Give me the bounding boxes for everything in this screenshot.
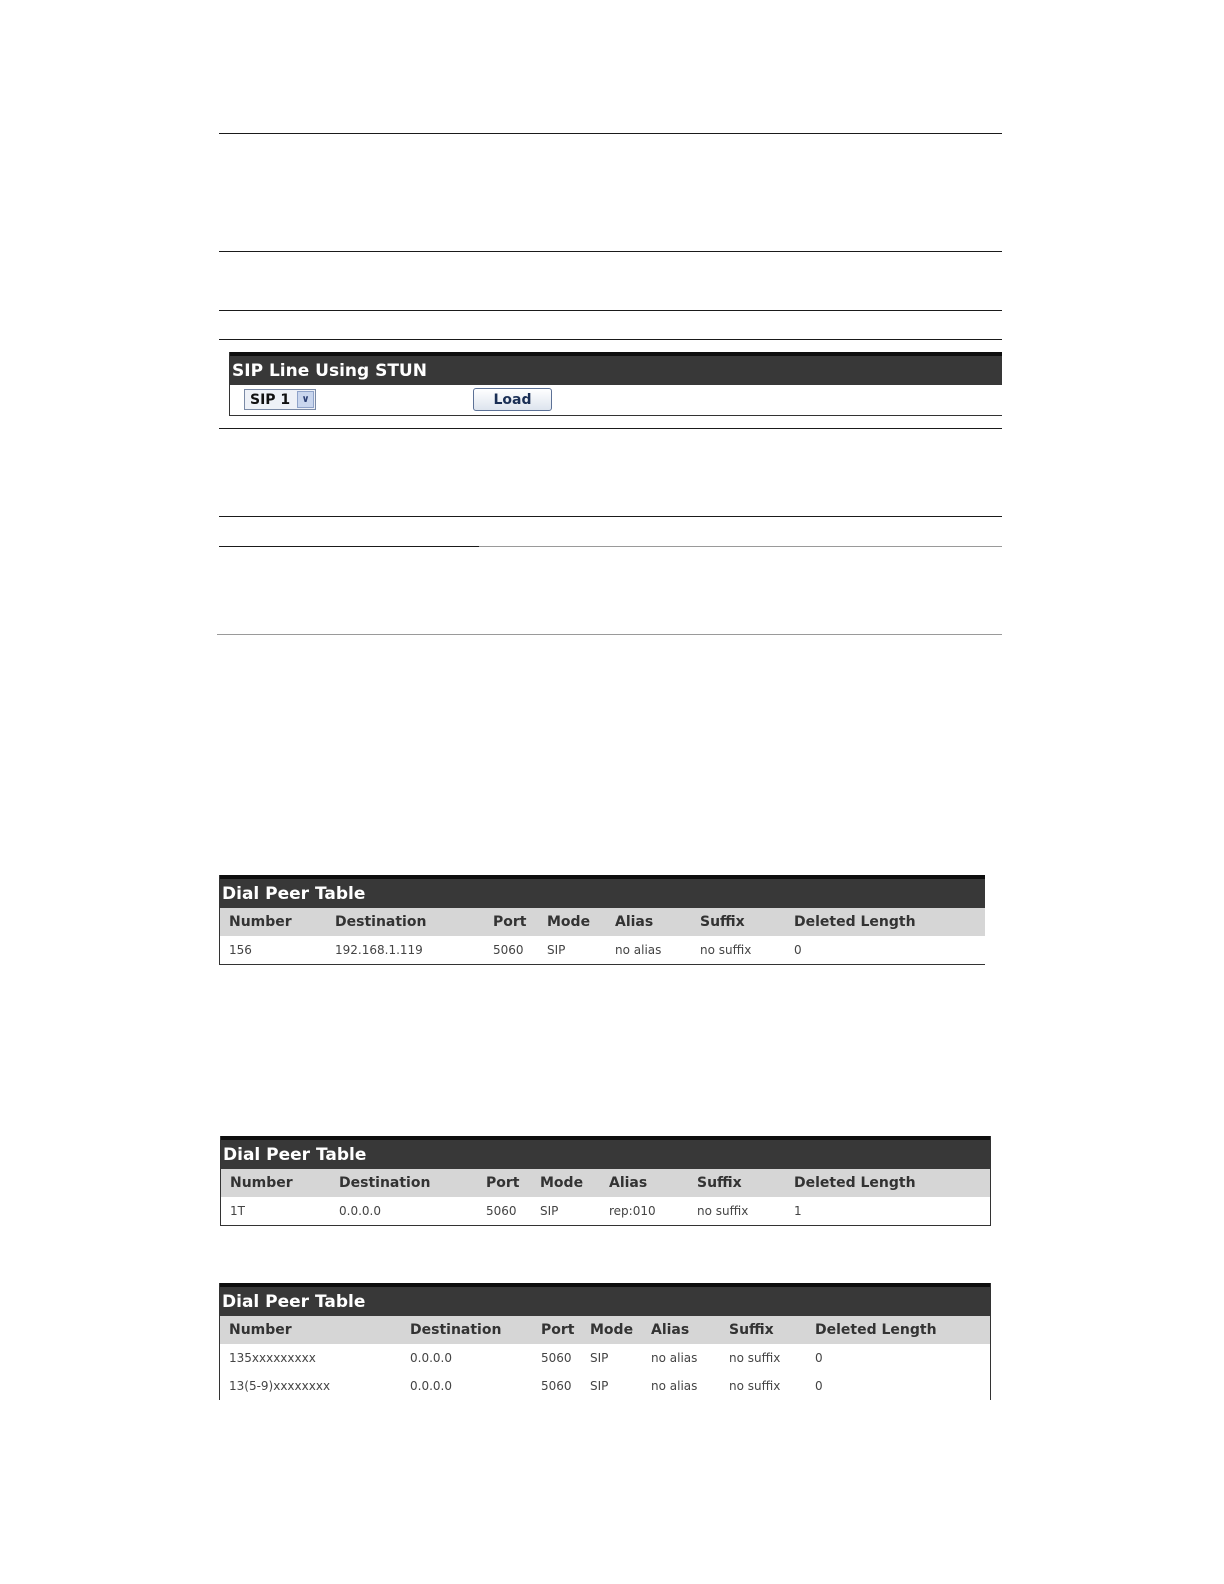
divider: [219, 133, 1002, 134]
cell-destination: 0.0.0.0: [410, 1379, 452, 1393]
table-header: [220, 908, 985, 936]
column-header-mode: Mode: [590, 1322, 634, 1338]
dial-peer-table: [220, 1136, 991, 1226]
table-title: Dial Peer Table: [221, 1136, 990, 1169]
column-header-number: Number: [229, 1322, 292, 1338]
cell-port: 5060: [486, 1204, 517, 1218]
cell-destination: 0.0.0.0: [410, 1351, 452, 1365]
cell-number: 13(5-9)xxxxxxxx: [229, 1379, 331, 1393]
divider: [479, 546, 1002, 547]
cell-number: 1T: [230, 1204, 245, 1218]
cell-alias: rep:010: [609, 1204, 656, 1218]
column-header-destination: Destination: [410, 1322, 502, 1338]
cell-alias: no alias: [615, 943, 662, 957]
table-header: [220, 1316, 990, 1344]
column-header-deleted-length: Deleted Length: [815, 1322, 937, 1338]
column-header-suffix: Suffix: [729, 1322, 774, 1338]
divider: [219, 251, 1002, 252]
table-row: [220, 936, 985, 964]
table-title: Dial Peer Table: [220, 1283, 990, 1316]
cell-suffix: no suffix: [729, 1379, 781, 1393]
cell-suffix: no suffix: [700, 943, 752, 957]
cell-deleted-length: 0: [815, 1379, 823, 1393]
cell-port: 5060: [541, 1379, 572, 1393]
dial-peer-table: [219, 875, 985, 965]
divider: [219, 310, 1002, 311]
cell-deleted-length: 0: [815, 1351, 823, 1365]
divider: [217, 634, 1002, 635]
cell-destination: 192.168.1.119: [335, 943, 423, 957]
column-header-deleted-length: Deleted Length: [794, 914, 916, 930]
column-header-mode: Mode: [540, 1175, 584, 1191]
column-header-destination: Destination: [335, 914, 427, 930]
column-header-port: Port: [541, 1322, 575, 1338]
table-title: Dial Peer Table: [220, 875, 985, 908]
cell-alias: no alias: [651, 1351, 698, 1365]
cell-mode: SIP: [547, 943, 566, 957]
column-header-alias: Alias: [651, 1322, 690, 1338]
table-header: [221, 1169, 990, 1197]
stun-row: [230, 385, 1002, 415]
chevron-down-icon[interactable]: ∨: [297, 391, 314, 408]
stun-panel: [229, 352, 1002, 416]
table-row: [220, 1344, 990, 1372]
cell-port: 5060: [541, 1351, 572, 1365]
dial-peer-table: [219, 1283, 991, 1400]
cell-suffix: no suffix: [697, 1204, 749, 1218]
cell-alias: no alias: [651, 1379, 698, 1393]
divider: [219, 339, 1002, 340]
column-header-port: Port: [493, 914, 527, 930]
stun-panel-title: SIP Line Using STUN: [230, 352, 1002, 385]
column-header-alias: Alias: [615, 914, 654, 930]
column-header-port: Port: [486, 1175, 520, 1191]
column-header-mode: Mode: [547, 914, 591, 930]
cell-deleted-length: 0: [794, 943, 802, 957]
cell-number: 156: [229, 943, 252, 957]
divider: [219, 516, 1002, 517]
column-header-alias: Alias: [609, 1175, 648, 1191]
column-header-deleted-length: Deleted Length: [794, 1175, 916, 1191]
column-header-destination: Destination: [339, 1175, 431, 1191]
cell-port: 5060: [493, 943, 524, 957]
sip-line-select-value: SIP 1: [250, 391, 291, 408]
cell-mode: SIP: [590, 1351, 609, 1365]
table-row: [221, 1197, 990, 1225]
column-header-suffix: Suffix: [700, 914, 745, 930]
divider: [219, 428, 1002, 429]
cell-mode: SIP: [590, 1379, 609, 1393]
divider: [219, 546, 479, 547]
sip-line-select[interactable]: [244, 389, 316, 410]
cell-suffix: no suffix: [729, 1351, 781, 1365]
cell-deleted-length: 1: [794, 1204, 802, 1218]
cell-number: 135xxxxxxxxx: [229, 1351, 316, 1365]
cell-destination: 0.0.0.0: [339, 1204, 381, 1218]
column-header-suffix: Suffix: [697, 1175, 742, 1191]
column-header-number: Number: [230, 1175, 293, 1191]
load-button[interactable]: Load: [473, 388, 552, 411]
cell-mode: SIP: [540, 1204, 559, 1218]
column-header-number: Number: [229, 914, 292, 930]
table-row: [220, 1372, 990, 1400]
